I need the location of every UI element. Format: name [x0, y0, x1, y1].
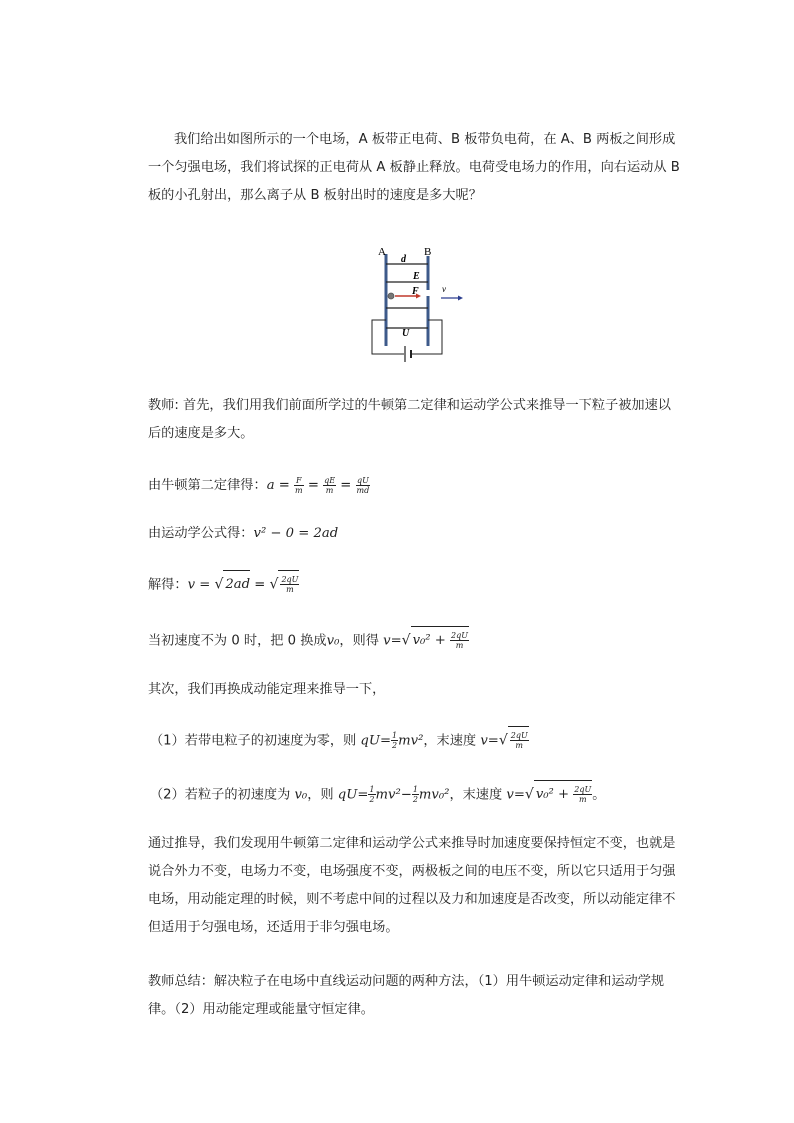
- label-e: E: [413, 271, 420, 282]
- label-f: F: [412, 286, 419, 297]
- label-a: A: [378, 246, 386, 258]
- capacitor-diagram: [368, 244, 478, 364]
- eq4-line: 当初速度不为 0 时，把 0 换成v₀，则得 v=√ v₀² + $\frac{2qU}{m}$: [148, 626, 680, 656]
- intro-paragraph: 我们给出如图所示的一个电场，A 板带正电荷、B 板带负电荷，在 A、B 两板之间形成一个匀强电场，我们将试探的正电荷从 A 板静止释放。电荷受电场力的作用，向右运动从 B 板的小孔射出，那么离子从 B 板射出时的速度是多大呢？: [148, 132, 680, 203]
- eq2-line: [148, 520, 680, 548]
- eq4-label: 当初速度不为 0 时，把 0 换成: [148, 633, 327, 649]
- circuit-wire-left: [372, 320, 404, 354]
- eq2: v² − 0 = 2ad: [253, 526, 339, 541]
- frac-qu-md: $\frac{qU}{md}$: [356, 475, 370, 495]
- eq1-line: 由牛顿第二定律得：a = $\frac{F}{m}$ = $\frac{qE}{m}$ = $\frac{qU}{md}$: [148, 475, 370, 495]
- charge-dot: [388, 293, 394, 299]
- label-u: U: [402, 328, 410, 339]
- eq3-line: 解得：v = √ 2ad = √ $\frac{2qU}{m}$: [148, 570, 680, 600]
- frac-qe-m: $\frac{qE}{m}$: [324, 475, 336, 495]
- label-b: B: [424, 246, 432, 258]
- eq2-label: 由运动学公式得：: [148, 526, 254, 541]
- eq1-label: 由牛顿第二定律得：: [148, 478, 267, 493]
- label-v: v: [442, 284, 446, 294]
- energy-intro: 其次，我们再换成动能定理来推导一下，: [148, 682, 386, 697]
- teacher-paragraph: 教师: 首先，我们用我们前面所学过的牛顿第二定律和运动学公式来推导一下粒子被加速以后的速度是多大。: [148, 398, 671, 441]
- eq3-label: 解得：: [148, 577, 188, 593]
- teacher-summary: 教师总结：解决粒子在电场中直线运动问题的两种方法，（1）用牛顿运动定律和运动学规律。（2）用动能定理或能量守恒定律。: [148, 974, 665, 1017]
- frac-f-m: $\frac{F}{m}$: [295, 475, 303, 495]
- item2-line: （2）若粒子的初速度为 v₀，则 qU= $\frac{1}{2}$ mv²− $\frac{1}{2}$ mv₀²，末速度 v=√ v₀² + $\frac{2qU}{m}$ 。: [150, 780, 710, 810]
- item1-line: （1）若带电粒子的初速度为零，则 qU= $\frac{1}{2}$ mv²，末速度 v=√ $\frac{2qU}{m}$: [150, 726, 682, 756]
- label-d: d: [401, 254, 406, 265]
- summary-paragraph: 通过推导，我们发现用牛顿第二定律和运动学公式来推导时加速度要保持恒定不变，也就是说合外力不变，电场力不变，电场强度不变，两极板之间的电压不变，所以它只适用于匀强电场，用动能定理的时候，则不考虑中间的过程以及力和加速度是否改变，所以动能定律不但适用于匀强电场，还适用于非匀强电场。: [148, 836, 676, 935]
